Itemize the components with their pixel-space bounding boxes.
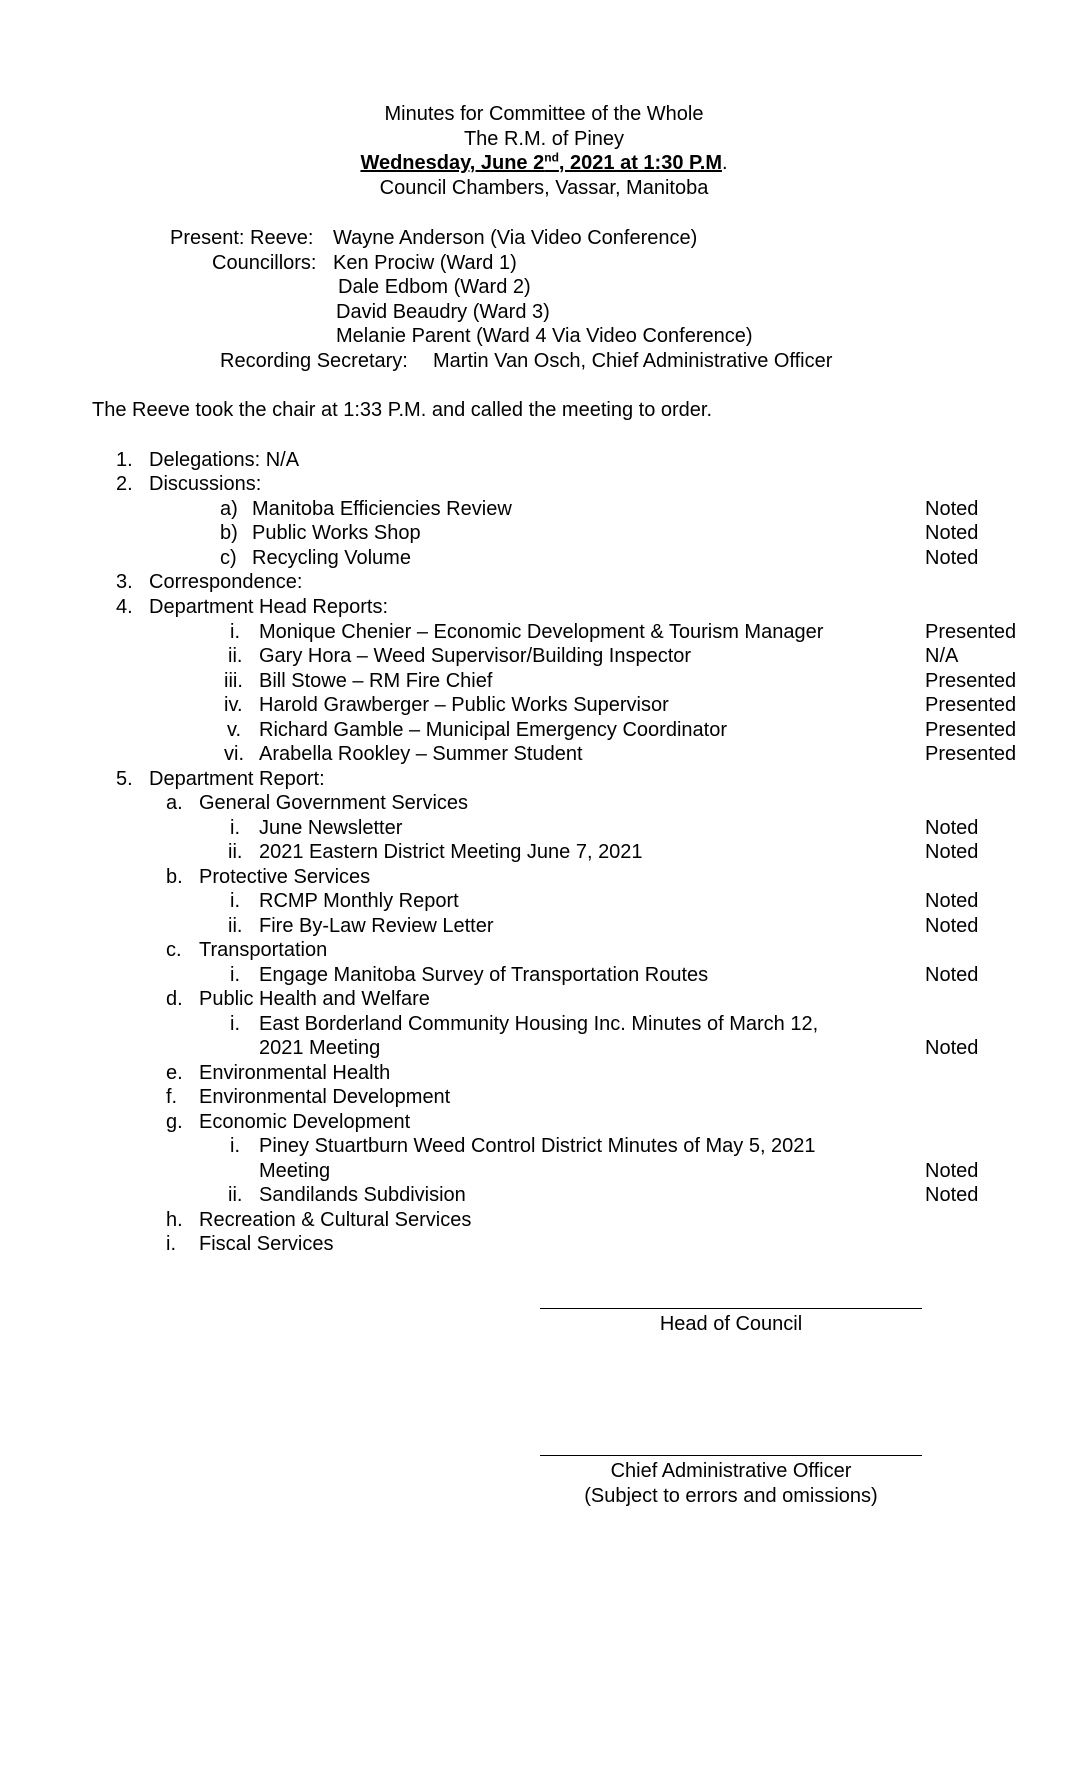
- list-marker: i.: [230, 1135, 240, 1157]
- meeting-date-period: .: [721, 152, 728, 174]
- section-marker: b.: [166, 866, 183, 888]
- list-item: June Newsletter: [259, 817, 403, 839]
- item-status: Noted: [925, 498, 979, 520]
- agenda-item-correspondence: Correspondence:: [149, 571, 303, 593]
- meeting-date: [0, 152, 1088, 174]
- list-marker: iii.: [224, 670, 243, 692]
- item-status: Presented: [925, 670, 1017, 692]
- section-marker: a.: [166, 792, 183, 814]
- meeting-date-prefix: Wednesday, June 2: [360, 152, 545, 174]
- list-item-continuation: Meeting: [259, 1160, 331, 1182]
- disclaimer: (Subject to errors and omissions): [584, 1485, 878, 1507]
- list-marker: i.: [230, 817, 240, 839]
- cao-label: Chief Administrative Officer: [610, 1460, 852, 1482]
- list-marker: ii.: [228, 645, 243, 667]
- list-marker: a): [220, 498, 238, 520]
- agenda-number: 3.: [116, 571, 133, 593]
- section-marker: i.: [166, 1233, 176, 1255]
- item-status: Presented: [925, 719, 1017, 741]
- agenda-item-department-report: Department Report:: [149, 768, 325, 790]
- section-public-health: Public Health and Welfare: [199, 988, 430, 1010]
- agenda-number: 1.: [116, 449, 133, 471]
- reeve-name: Wayne Anderson (Via Video Conference): [333, 227, 698, 249]
- list-item: Manitoba Efficiencies Review: [252, 498, 512, 520]
- item-status: Noted: [925, 1160, 979, 1182]
- item-status: Noted: [925, 817, 979, 839]
- list-marker: b): [220, 522, 238, 544]
- list-item: Arabella Rookley – Summer Student: [259, 743, 583, 765]
- list-item: Harold Grawberger – Public Works Supervisor: [259, 694, 669, 716]
- list-item: Bill Stowe – RM Fire Chief: [259, 670, 493, 692]
- list-item: East Borderland Community Housing Inc. Minutes of March 12,: [259, 1013, 819, 1035]
- agenda-number: 2.: [116, 473, 133, 495]
- section-marker: f.: [166, 1086, 178, 1108]
- councillor: Melanie Parent (Ward 4 Via Video Conference): [336, 325, 753, 347]
- list-item: Richard Gamble – Municipal Emergency Coordinator: [259, 719, 727, 741]
- list-marker: i.: [230, 621, 240, 643]
- agenda-item-dept-head-reports: Department Head Reports:: [149, 596, 389, 618]
- list-item: Public Works Shop: [252, 522, 421, 544]
- list-marker: i.: [230, 1013, 240, 1035]
- list-item: Sandilands Subdivision: [259, 1184, 466, 1206]
- councillor: Ken Prociw (Ward 1): [333, 252, 517, 274]
- item-status: Noted: [925, 1037, 979, 1059]
- list-item: Piney Stuartburn Weed Control District Minutes of May 5, 2021: [259, 1135, 816, 1157]
- list-item: Recycling Volume: [252, 547, 411, 569]
- item-status: N/A: [925, 645, 959, 667]
- section-fiscal-services: Fiscal Services: [199, 1233, 334, 1255]
- list-item: Engage Manitoba Survey of Transportation Routes: [259, 964, 709, 986]
- section-general-government: General Government Services: [199, 792, 469, 814]
- item-status: Noted: [925, 547, 979, 569]
- section-recreation: Recreation & Cultural Services: [199, 1209, 472, 1231]
- item-status: Presented: [925, 694, 1017, 716]
- list-marker: ii.: [228, 915, 243, 937]
- signature-line-head-of-council: [540, 1308, 922, 1309]
- meeting-location: Council Chambers, Vassar, Manitoba: [379, 177, 709, 199]
- list-item: 2021 Eastern District Meeting June 7, 2021: [259, 841, 643, 863]
- item-status: Noted: [925, 964, 979, 986]
- section-marker: e.: [166, 1062, 183, 1084]
- signature-line-cao: [540, 1455, 922, 1456]
- section-marker: h.: [166, 1209, 183, 1231]
- item-status: Noted: [925, 1184, 979, 1206]
- list-marker: ii.: [228, 1184, 243, 1206]
- item-status: Noted: [925, 890, 979, 912]
- meeting-date-rest: , 2021 at 1:30 P.M: [558, 152, 722, 174]
- section-marker: c.: [166, 939, 182, 961]
- list-item: Monique Chenier – Economic Development & Tourism Manager: [259, 621, 824, 643]
- list-marker: i.: [230, 964, 240, 986]
- list-marker: iv.: [224, 694, 243, 716]
- reeve-label: Present: Reeve:: [170, 227, 314, 249]
- councillor: David Beaudry (Ward 3): [336, 301, 550, 323]
- section-transportation: Transportation: [199, 939, 328, 961]
- item-status: Noted: [925, 841, 979, 863]
- secretary-label: Recording Secretary:: [220, 350, 408, 372]
- agenda-number: 4.: [116, 596, 133, 618]
- header-title: Minutes for Committee of the Whole: [384, 103, 704, 125]
- list-marker: vi.: [224, 743, 244, 765]
- section-marker: d.: [166, 988, 183, 1010]
- item-status: Presented: [925, 743, 1017, 765]
- agenda-item-discussions: Discussions:: [149, 473, 262, 495]
- list-item: Fire By-Law Review Letter: [259, 915, 494, 937]
- item-status: Presented: [925, 621, 1017, 643]
- councillors-label: Councillors:: [212, 252, 317, 274]
- list-item: RCMP Monthly Report: [259, 890, 459, 912]
- list-marker: v.: [227, 719, 242, 741]
- list-marker: ii.: [228, 841, 243, 863]
- section-environmental-development: Environmental Development: [199, 1086, 451, 1108]
- councillor: Dale Edbom (Ward 2): [338, 276, 531, 298]
- section-protective-services: Protective Services: [199, 866, 371, 888]
- secretary-name: Martin Van Osch, Chief Administrative Officer: [433, 350, 833, 372]
- agenda-number: 5.: [116, 768, 133, 790]
- head-of-council-label: Head of Council: [659, 1313, 803, 1335]
- section-economic-development: Economic Development: [199, 1111, 411, 1133]
- item-status: Noted: [925, 915, 979, 937]
- section-environmental-health: Environmental Health: [199, 1062, 391, 1084]
- section-marker: g.: [166, 1111, 183, 1133]
- list-marker: c): [220, 547, 237, 569]
- list-marker: i.: [230, 890, 240, 912]
- list-item-continuation: 2021 Meeting: [259, 1037, 381, 1059]
- meeting-date-suffix-sup: nd: [544, 150, 559, 165]
- list-item: Gary Hora – Weed Supervisor/Building Inspector: [259, 645, 692, 667]
- agenda-item-delegations: Delegations: N/A: [149, 449, 300, 471]
- header-municipality: The R.M. of Piney: [463, 128, 625, 150]
- opening-statement: The Reeve took the chair at 1:33 P.M. and called the meeting to order.: [92, 399, 713, 421]
- item-status: Noted: [925, 522, 979, 544]
